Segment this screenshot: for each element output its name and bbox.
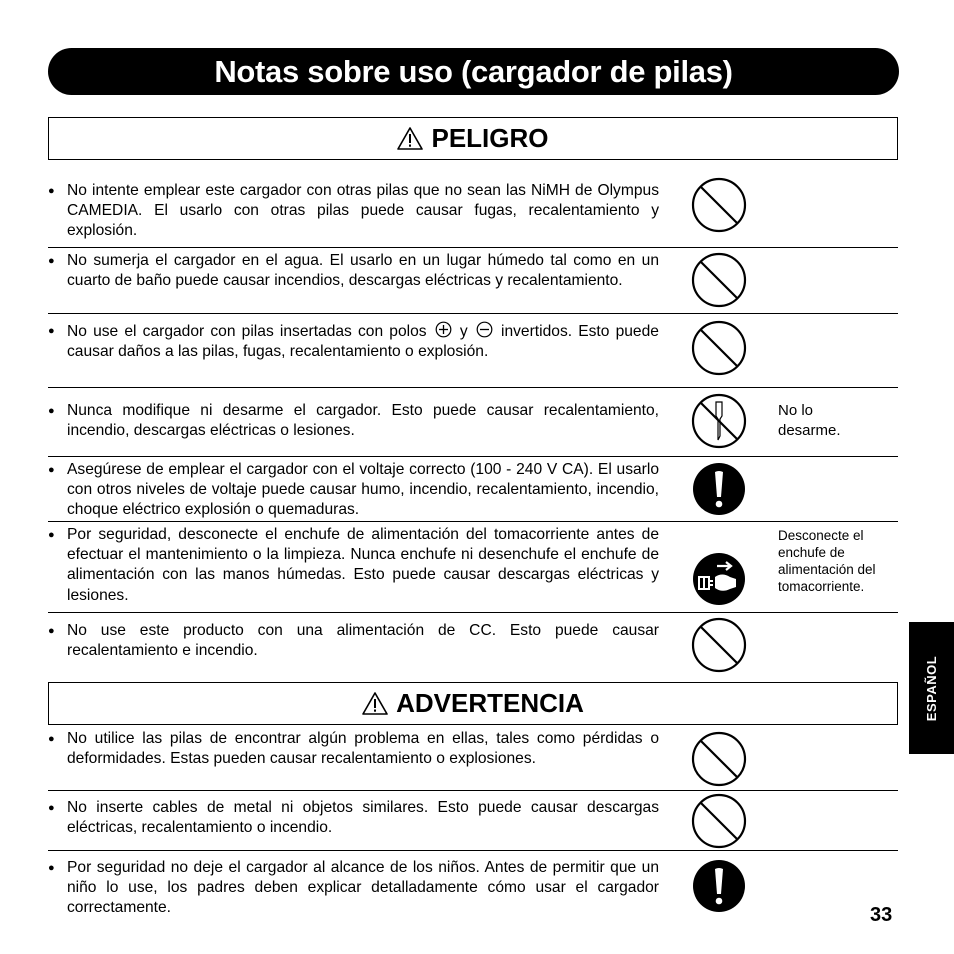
item-text-part: invertidos. Esto puede causar daños a las pilas, fugas, recalentamiento o explosión.: [67, 323, 659, 361]
warning-item-2: [48, 791, 898, 851]
bullet: ●: [48, 802, 55, 814]
bullet: ●: [48, 529, 55, 541]
item-text: [67, 321, 659, 362]
page-title-text: Notas sobre uso (cargador de pilas): [214, 53, 733, 89]
warning-triangle-icon: [362, 691, 388, 716]
item-text: Por seguridad no deje el cargador al alcance de los niños. Antes de permitir que un niño lo use, los padres deben explicar detalladamente cómo usar el cargador correctamente.: [67, 859, 659, 917]
item-text: Por seguridad, desconecte el enchufe de alimentación del tomacorriente antes de efectuar el mantenimiento o la limpieza. Nunca enchufe ni desenchufe el enchufe de alimentación con las manos húmedas. Esto puede causar descargas eléctricas y lesiones.: [67, 526, 659, 604]
unplug-note: Desconecte el enchufe de alimentación del tomacorriente.: [778, 528, 876, 594]
danger-item-6: [48, 522, 898, 613]
page-title: [48, 48, 899, 95]
no-disassembly-note: No lo desarme.: [778, 402, 841, 439]
warning-item-1: [48, 726, 898, 791]
bullet: ●: [48, 625, 55, 637]
bullet: ●: [48, 255, 55, 267]
bullet: ●: [48, 405, 55, 417]
item-text: No use este producto con una alimentación de CC. Esto puede causar recalentamiento e incendio.: [67, 622, 659, 660]
prohibited-icon: [690, 251, 748, 309]
warning-section-header: [48, 682, 898, 725]
language-tab: [909, 622, 954, 754]
plus-pole-icon: [435, 321, 452, 338]
item-text-part: y: [459, 323, 468, 340]
item-text-part: No use el cargador con pilas insertadas con polos: [67, 323, 427, 340]
bullet: ●: [48, 464, 55, 476]
danger-item-3: [48, 314, 898, 388]
item-text: No inserte cables de metal ni objetos similares. Esto puede causar descargas eléctricas, recalentamiento o incendio.: [67, 799, 659, 837]
prohibited-icon: [690, 792, 748, 850]
page-number: 33: [870, 904, 893, 926]
mandatory-icon: [690, 460, 748, 518]
warning-item-3: [48, 851, 898, 921]
item-text: No intente emplear este cargador con otras pilas que no sean las NiMH de Olympus CAMEDIA. El usarlo con otras pilas puede causar fugas, recalentamiento y explosión.: [67, 182, 659, 240]
mandatory-icon: [690, 857, 748, 915]
item-text: No sumerja el cargador en el agua. El usarlo en un lugar húmedo tal como en un cuarto de baño puede causar incendios, descargas eléctricas y recalentamiento.: [67, 252, 659, 290]
item-text: No utilice las pilas de encontrar algún problema en ellas, tales como pérdidas o deformidades. Estas pueden causar recalentamiento o explosiones.: [67, 730, 659, 768]
prohibited-icon: [690, 616, 748, 674]
bullet: ●: [48, 185, 55, 197]
danger-item-5: [48, 457, 898, 522]
warning-triangle-icon: [397, 126, 423, 151]
item-text: Nunca modifique ni desarme el cargador. Esto puede causar recalentamiento, incendio, descargas eléctricas o lesiones.: [67, 402, 659, 440]
bullet: ●: [48, 325, 55, 337]
item-text: Asegúrese de emplear el cargador con el voltaje correcto (100 - 240 V CA). El usarlo con otros niveles de voltaje puede causar humo, incendio, recalentamiento, incendio, choque eléctrico explosión o quemaduras.: [67, 461, 659, 519]
language-tab-label: ESPAÑOL: [924, 655, 940, 721]
no-disassembly-icon: [690, 392, 748, 450]
minus-pole-icon: [476, 321, 493, 338]
danger-item-2: [48, 248, 898, 314]
danger-item-4: [48, 388, 898, 457]
danger-item-1: [48, 178, 898, 248]
warning-section-label: ADVERTENCIA: [396, 688, 584, 718]
prohibited-icon: [690, 176, 748, 234]
danger-section-label: PELIGRO: [431, 123, 549, 153]
unplug-icon: [690, 550, 748, 608]
prohibited-icon: [690, 730, 748, 788]
prohibited-icon: [690, 319, 748, 377]
danger-section-header: [48, 117, 898, 160]
bullet: ●: [48, 862, 55, 874]
danger-item-7: [48, 613, 898, 681]
bullet: ●: [48, 733, 55, 745]
